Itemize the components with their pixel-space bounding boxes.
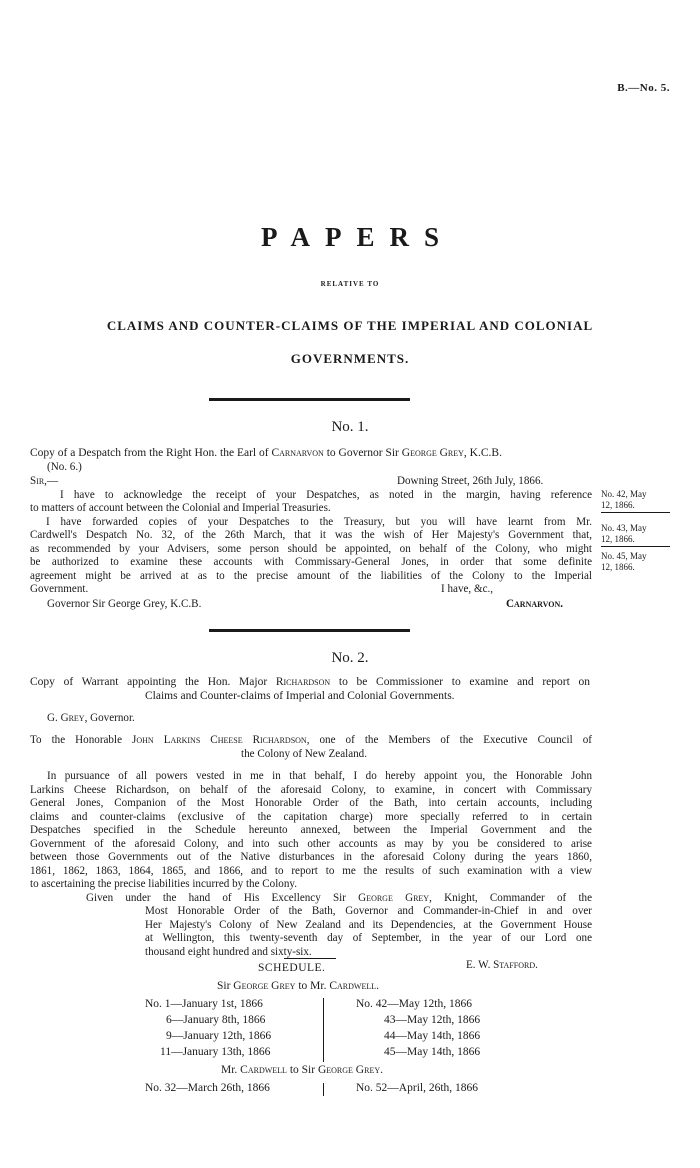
schedule-entry: 45—May 14th, 1866 bbox=[384, 1046, 481, 1058]
doc2-given-line: thousand eight hundred and sixty-six. bbox=[145, 946, 312, 958]
doc2-heading: No. 2. bbox=[331, 650, 369, 666]
doc1-title: Copy of a Despatch from the Right Hon. the Earl of Carnarvon to Governor Sir George Grey, K.C.B. bbox=[30, 447, 502, 459]
schedule-entry: 6—January 8th, 1866 bbox=[166, 1014, 266, 1026]
divider bbox=[209, 398, 410, 401]
schedule-heading: SCHEDULE. bbox=[258, 962, 326, 974]
margin-note: No. 42, May bbox=[601, 489, 647, 499]
schedule-entry: 11—January 13th, 1866 bbox=[160, 1046, 271, 1058]
doc2-line: 1861, 1862, 1863, 1864, 1865, and 1866, and to report to me the results of such examination with a view bbox=[30, 865, 592, 877]
doc2-line: Larkins Cheese Richardson, on behalf of the aforesaid Colony, to examine, in concert with Commissary bbox=[30, 784, 592, 796]
doc1-line: agreement might be arrived at as to the precise amount of the liabilities of the Colony to the Imperial bbox=[30, 570, 592, 582]
doc1-line: I have to acknowledge the receipt of your Despatches, as noted in the margin, having reference bbox=[60, 489, 592, 501]
doc2-line: In pursuance of all powers vested in me in that behalf, I do hereby appoint you, the Honorable John bbox=[47, 770, 592, 782]
doc2-address-line2: the Colony of New Zealand. bbox=[241, 748, 368, 760]
doc1-dateline: Downing Street, 26th July, 1866. bbox=[397, 475, 544, 487]
doc1-heading: No. 1. bbox=[331, 419, 369, 435]
doc2-title: Copy of Warrant appointing the Hon. Major Richardson to be Commissioner to examine and report on bbox=[30, 676, 590, 688]
subtitle-line-2: GOVERNMENTS. bbox=[290, 351, 410, 366]
doc2-governor: G. Grey, Governor. bbox=[47, 712, 135, 724]
doc2-given-line: Her Majesty's Colony of New Zealand and its Dependencies, at the Government House bbox=[145, 919, 592, 931]
schedule-subheading: Sir George Grey to Mr. Cardwell. bbox=[217, 980, 379, 992]
doc2-address: To the Honorable John Larkins Cheese Richardson, one of the Members of the Executive Council of bbox=[30, 734, 593, 746]
document-reference: B.—No. 5. bbox=[617, 82, 670, 94]
schedule-subheading: Mr. Cardwell to Sir George Grey. bbox=[221, 1064, 383, 1076]
subtitle-line-1: CLAIMS AND COUNTER-CLAIMS OF THE IMPERIAL AND COLONIAL bbox=[106, 318, 594, 333]
margin-note: 12, 1866. bbox=[601, 562, 635, 572]
doc1-salutation: Sir,— bbox=[30, 475, 59, 487]
schedule-entry: No. 32—March 26th, 1866 bbox=[145, 1082, 270, 1094]
schedule-entry: No. 1—January 1st, 1866 bbox=[145, 998, 263, 1010]
doc2-line: General Jones, Companion of the Most Honorable Order of the Bath, into certain accounts, including bbox=[30, 797, 592, 809]
schedule-entry: 43—May 12th, 1866 bbox=[384, 1014, 481, 1026]
schedule-entry: 44—May 14th, 1866 bbox=[384, 1030, 481, 1042]
doc2-given-line: at Wellington, this twenty-seventh day of September, in the year of our Lord one bbox=[145, 932, 592, 944]
page-title: PAPERS bbox=[260, 222, 454, 252]
margin-rule bbox=[601, 512, 670, 513]
doc2-line: to ascertaining the precise liabilities incurred by the Colony. bbox=[30, 878, 297, 890]
doc1-line: I have forwarded copies of your Despatches to the Treasury, but you will have learnt from Mr. bbox=[46, 516, 592, 528]
margin-note: 12, 1866. bbox=[601, 500, 635, 510]
schedule-rule bbox=[284, 958, 336, 959]
margin-note: No. 45, May bbox=[601, 551, 647, 561]
doc1-line: Government. bbox=[30, 583, 89, 595]
doc1-closing: I have, &c., bbox=[441, 583, 494, 595]
doc1-addressee: Governor Sir George Grey, K.C.B. bbox=[47, 598, 202, 610]
margin-note: No. 43, May bbox=[601, 523, 647, 533]
doc2-given: Given under the hand of His Excellency Sir George Grey, Knight, Commander of the bbox=[86, 892, 592, 904]
margin-note: 12, 1866. bbox=[601, 534, 635, 544]
divider bbox=[209, 629, 410, 632]
doc1-line: to matters of account between the Colonial and Imperial Treasuries. bbox=[30, 502, 331, 514]
doc2-given-line: Most Honorable Order of the Bath, Governor and Commander-in-Chief in and over bbox=[145, 905, 592, 917]
doc2-line: claims and counter-claims (exclusive of the capitation charge) more specially referred to in certain bbox=[30, 811, 592, 823]
schedule-column-divider bbox=[323, 1083, 324, 1096]
doc1-line: be authorized to examine these accounts with Commissary-General Jones, in order that some definite bbox=[30, 556, 592, 568]
doc2-line: Government of the aforesaid Colony, and into such other accounts as may by you be considered to arise bbox=[30, 838, 592, 850]
schedule-entry: 9—January 12th, 1866 bbox=[166, 1030, 272, 1042]
schedule-column-divider bbox=[323, 998, 324, 1062]
title-relative: RELATIVE TO bbox=[320, 280, 380, 288]
doc2-line: between those Governments out of the Native disturbances in the aforesaid Colony during the years 1860, bbox=[30, 851, 592, 863]
doc1-line: as recommended by your Advisers, some person should be appointed, on behalf of the Colony, who might bbox=[30, 543, 592, 555]
doc1-line: Cardwell's Despatch No. 32, of the 26th March, that it was the wish of Her Majesty's Government that, bbox=[30, 529, 592, 541]
doc2-line: Despatches specified in the Schedule hereunto annexed, between the Imperial Government and the bbox=[30, 824, 592, 836]
doc2-title-line2: Claims and Counter-claims of Imperial and Colonial Governments. bbox=[145, 690, 455, 702]
doc1-number: (No. 6.) bbox=[47, 461, 82, 473]
schedule-entry: No. 42—May 12th, 1866 bbox=[356, 998, 472, 1010]
doc2-signature: E. W. Stafford. bbox=[466, 959, 538, 971]
schedule-entry: No. 52—April, 26th, 1866 bbox=[356, 1082, 479, 1094]
doc1-signature: Carnarvon. bbox=[506, 598, 564, 610]
margin-rule bbox=[601, 546, 670, 547]
